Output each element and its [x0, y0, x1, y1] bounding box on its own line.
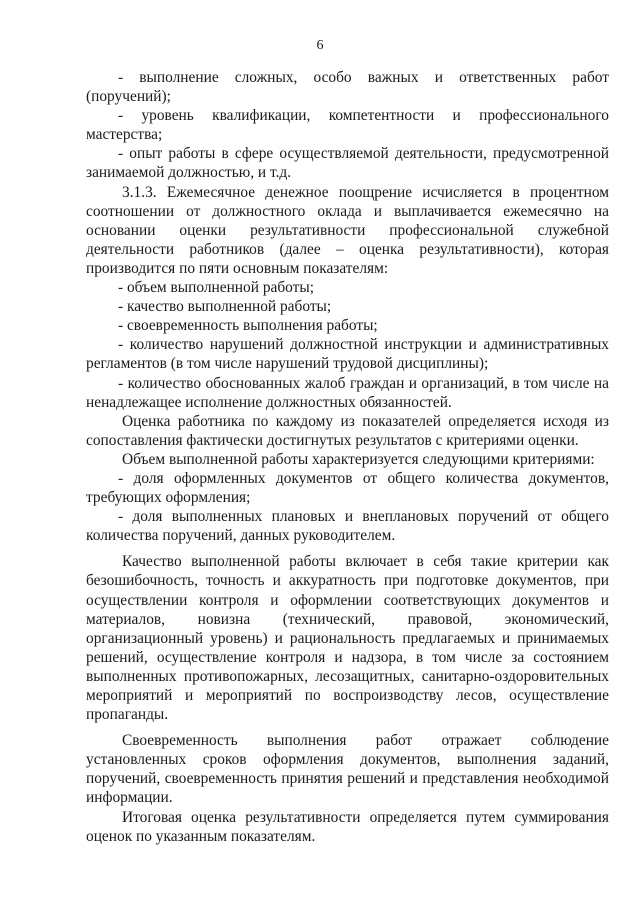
paragraph-criteria-qualification: - уровень квалификации, компетентности и профессионального мастерства; — [86, 107, 609, 144]
paragraph-final-score: Итоговая оценка результативности определяется путем суммирования оценок по указанным показателям. — [86, 808, 609, 845]
paragraph-evaluation: Оценка работника по каждому из показателей определяется исходя из сопоставления фактически достигнутых результатов с критериями оценки. — [86, 412, 609, 449]
paragraph-criteria-experience: - опыт работы в сфере осуществляемой деятельности, предусмотренной занимаемой должностью, и т.д. — [86, 145, 609, 182]
paragraph-quality-criteria: Качество выполненной работы включает в себя такие критерии как безошибочность, точность и аккуратность при подготовке документов, при осуществлении контроля и оформлении соответствующих документов и материалов, новизна (технический, правовой, экономический, организационный уровень) и рациональность предлагаемых и принимаемых решений, осуществление контроля и надзора, в том числе за состоянием выполненных противопожарных, лесозащитных, санитарно-оздоровительных мероприятий и мероприятий по воспроизводству лесов, осуществление пропаганды. — [86, 553, 609, 724]
list-item-timeliness: - своевременность выполнения работы; — [118, 317, 378, 335]
list-item-quality: - качество выполненной работы; — [118, 298, 332, 316]
page-number: 6 — [316, 38, 324, 53]
paragraph-criteria-complex-work: - выполнение сложных, особо важных и ответственных работ (поручений); — [86, 69, 609, 106]
list-item-assignments-share: - доля выполненных плановых и внеплановых поручений от общего количества поручений, данных руководителем. — [86, 508, 609, 545]
paragraph-3-1-3: 3.1.3. Ежемесячное денежное поощрение исчисляется в процентном соотношении от должностного оклада и выплачивается ежемесячно на основании оценки результативности профессиональной служебной деятельности работников (далее – оценка результативности), которая производится по пяти основным показателям: — [86, 183, 609, 277]
list-item-complaints: - количество обоснованных жалоб граждан и организаций, в том числе на ненадлежащее исполнение должностных обязанностей. — [86, 374, 609, 411]
list-item-volume: - объем выполненной работы; — [118, 279, 315, 297]
list-item-violations: - количество нарушений должностной инструкции и административных регламентов (в том числе нарушений трудовой дисциплины); — [86, 336, 609, 373]
paragraph-timeliness: Своевременность выполнения работ отражает соблюдение установленных сроков оформления документов, выполнения заданий, поручений, своевременность принятия решений и представления необходимой информации. — [86, 732, 609, 807]
document-body — [86, 68, 609, 846]
paragraph-volume-criteria: Объем выполненной работы характеризуется следующими критериями: — [122, 450, 595, 468]
list-item-documents-share: - доля оформленных документов от общего количества документов, требующих оформления; — [86, 469, 609, 507]
